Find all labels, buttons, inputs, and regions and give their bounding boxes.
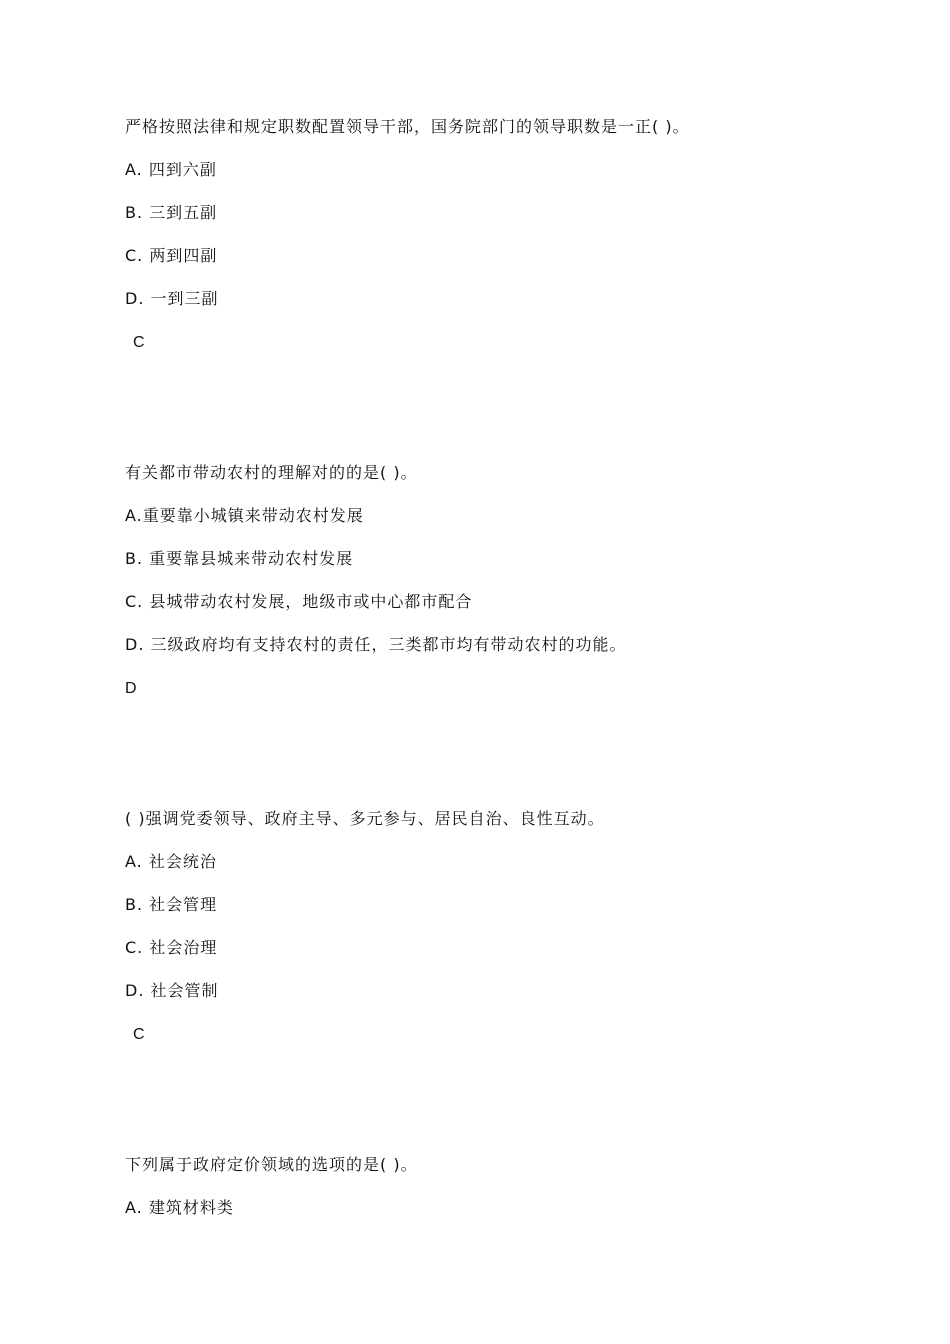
question-3-option-b: B. 社会管理 [125, 895, 218, 914]
question-2-answer: D [125, 680, 138, 697]
question-1-option-c: C. 两到四副 [125, 246, 218, 265]
question-3-option-a: A. 社会统治 [125, 852, 217, 871]
question-2-stem: 有关都市带动农村的理解对的的是( )。 [125, 463, 418, 482]
question-3-stem: ( )强调党委领导、政府主导、多元参与、居民自治、良性互动。 [125, 809, 605, 828]
question-1-option-b: B. 三到五副 [125, 203, 218, 222]
question-3-answer: C [133, 1026, 146, 1043]
question-1-stem: 严格按照法律和规定职数配置领导干部，国务院部门的领导职数是一正( )。 [125, 117, 690, 136]
question-4-stem: 下列属于政府定价领域的选项的是( )。 [125, 1155, 418, 1174]
question-2-option-a: A.重要靠小城镇来带动农村发展 [125, 506, 364, 525]
question-2-option-d: D. 三级政府均有支持农村的责任，三类都市均有带动农村的功能。 [125, 635, 627, 654]
question-2-option-b: B. 重要靠县城来带动农村发展 [125, 549, 354, 568]
question-3-option-d: D. 社会管制 [125, 981, 219, 1000]
question-1-answer: C [133, 334, 146, 351]
question-1-option-a: A. 四到六副 [125, 160, 217, 179]
question-3-option-c: C. 社会治理 [125, 938, 218, 957]
question-1-option-d: D. 一到三副 [125, 289, 219, 308]
question-4-option-a: A. 建筑材料类 [125, 1198, 234, 1217]
question-2-option-c: C. 县城带动农村发展，地级市或中心都市配合 [125, 592, 473, 611]
